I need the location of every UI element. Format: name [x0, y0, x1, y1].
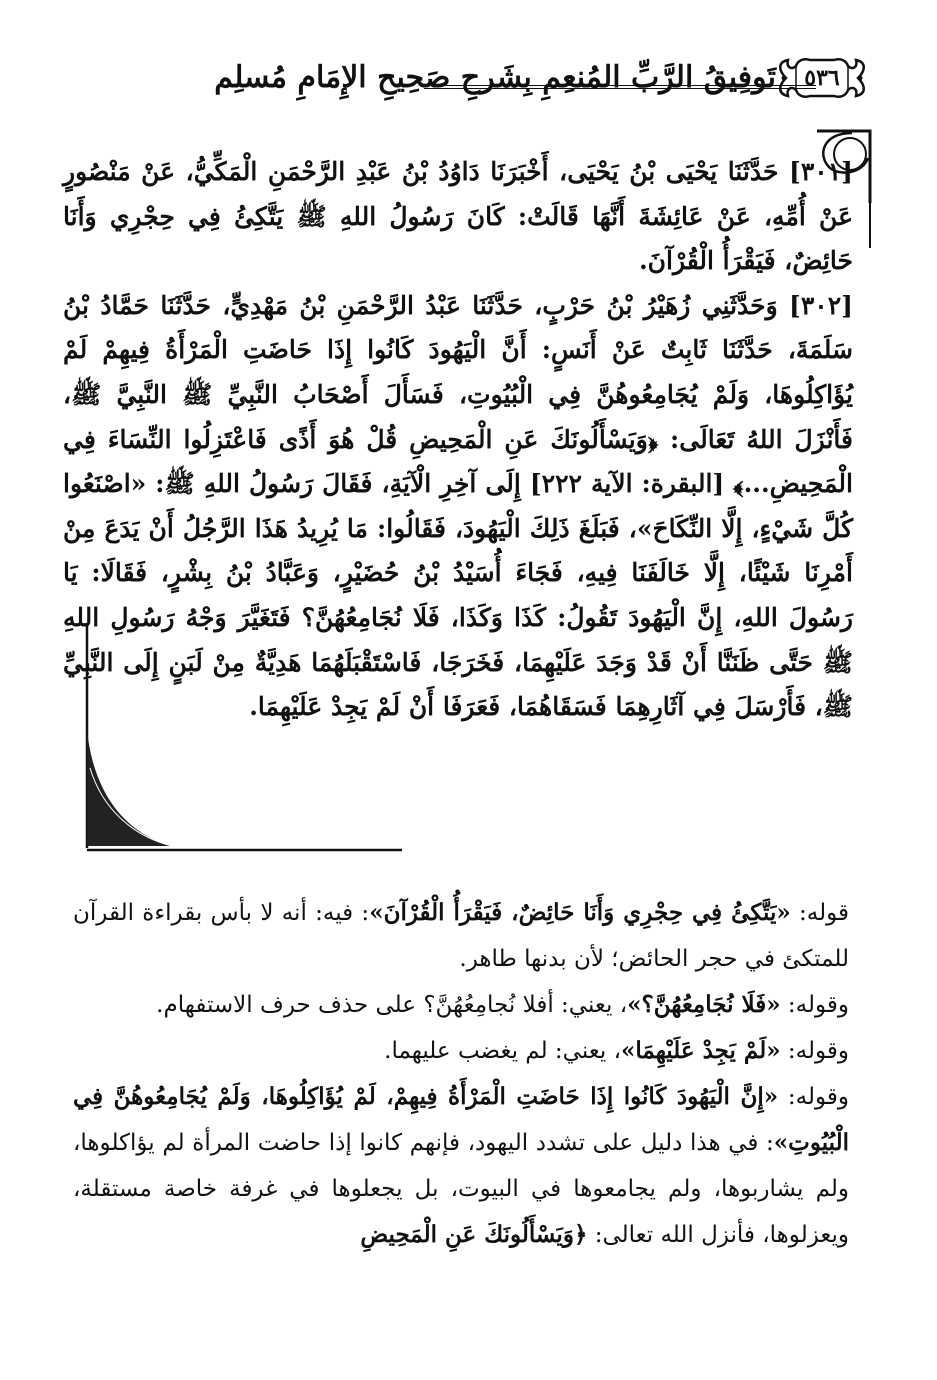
commentary-paragraph	[73, 890, 849, 982]
commentary-text: : في هذا دليل على تشدد اليهود، فإنهم كانوا إذا حاضت المرأة لم يؤاكلوها، ولم يشاربوها، ولم يجامعوها في البيوت، بل يجعلوها في غرفة خاصة مستقلة، ويعزلوها، فأنزل الله تعالى:	[73, 1130, 849, 1248]
commentary-text: ، يعني: لم يغضب عليهما.	[384, 1038, 622, 1064]
commentary-quote: «يَتَّكِئُ فِي حِجْرِي وَأَنَا حَائِضٌ، فَيَقْرَأُ الْقُرْآنَ»	[369, 899, 791, 926]
page-number-ornament	[776, 52, 868, 104]
commentary-quote: «فَلَا نُجَامِعُهُنَّ؟»	[627, 991, 781, 1018]
header-rule	[424, 85, 816, 89]
commentary-text: : فيه: أنه لا بأس بقراءة القرآن للمتكئ في حجر الحائض؛ لأن بدنها طاهر.	[73, 900, 849, 972]
hadith-302: [٣٠٢] وَحَدَّثَنِي زُهَيْرُ بْنُ حَرْبٍ، حَدَّثَنَا عَبْدُ الرَّحْمَنِ بْنُ مَهْدِيٍّ، حَدَّثَنَا حَمَّادُ بْنُ سَلَمَةَ، حَدَّثَنَا ثَابِتٌ عَنْ أَنَسٍ: أَنَّ الْيَهُودَ كَانُوا إِذَا حَاضَتِ الْمَرْأَةُ فِيهِمْ لَمْ يُؤَاكِلُوهَا، وَلَمْ يُجَامِعُوهُنَّ فِي الْبُيُوتِ، فَسَأَلَ أَصْحَابُ النَّبِيِّ ﷺ النَّبِيَّ ﷺ، فَأَنْزَلَ اللهُ تَعَالَى: ﴿وَيَسْأَلُونَكَ عَنِ الْمَحِيضِ قُلْ هُوَ أَذًى فَاعْتَزِلُوا النِّسَاءَ فِي الْمَحِيضِ...﴾ [البقرة: الآية ٢٢٢] إِلَى آخِرِ الْآيَةِ، فَقَالَ رَسُولُ اللهِ ﷺ: «اصْنَعُوا كُلَّ شَيْءٍ، إِلَّا النِّكَاحَ»، فَبَلَغَ ذَلِكَ الْيَهُودَ، فَقَالُوا: مَا يُرِيدُ هَذَا الرَّجُلُ أَنْ يَدَعَ مِنْ أَمْرِنَا شَيْئًا، إِلَّا خَالَفَنَا فِيهِ، فَجَاءَ أُسَيْدُ بْنُ حُضَيْرٍ، وَعَبَّادُ بْنُ بِشْرٍ، فَقَالَا: يَا رَسُولَ اللهِ، إِنَّ الْيَهُودَ تَقُولُ: كَذَا وَكَذَا، فَلَا نُجَامِعُهُنَّ؟ فَتَغَيَّرَ وَجْهُ رَسُولِ اللهِ ﷺ حَتَّى ظَنَنَّا أَنْ قَدْ وَجَدَ عَلَيْهِمَا، فَخَرَجَا، فَاسْتَقْبَلَهُمَا هَدِيَّةٌ مِنْ لَبَنٍ إِلَى النَّبِيِّ ﷺ، فَأَرْسَلَ فِي آثَارِهِمَا فَسَقَاهُمَا، فَعَرَفَا أَنْ لَمْ يَجِدْ عَلَيْهِمَا.	[63, 290, 854, 722]
hadith-301: [٣٠١] حَدَّثَنَا يَحْيَى بْنُ يَحْيَى، أَخْبَرَنَا دَاوُدُ بْنُ عَبْدِ الرَّحْمَنِ الْمَكِّيُّ، عَنْ مَنْصُورٍ عَنْ أُمِّهِ، عَنْ عَائِشَةَ أَنَّهَا قَالَتْ: كَانَ رَسُولُ اللهِ ﷺ يَتَّكِئُ فِي حِجْرِي وَأَنَا حَائِضٌ، فَيَقْرَأُ الْقُرْآنَ.	[63, 157, 853, 276]
commentary-lead: وقوله:	[787, 992, 849, 1018]
commentary-paragraph	[73, 982, 849, 1028]
commentary-body	[73, 890, 849, 1258]
book-title: تَوفِيقُ الرَّبِّ المُنعِمِ بِشَرحِ صَحِيحِ الإِمَامِ مُسلِم	[214, 60, 776, 95]
page-header	[78, 52, 868, 112]
commentary-lead: قوله:	[799, 900, 850, 926]
commentary-lead: وقوله:	[787, 1038, 849, 1064]
commentary-text: ، يعني: أفلا نُجامِعُهُنَّ؟ على حذف حرف الاستفهام.	[156, 992, 628, 1018]
hadith-body	[63, 150, 853, 730]
commentary-quote: «إِنَّ الْيَهُودَ كَانُوا إِذَا حَاضَتِ الْمَرْأَةُ فِيهِمْ، لَمْ يُؤَاكِلُوهَا، وَلَمْ يُجَامِعُوهُنَّ فِي الْبُيُوتِ»	[73, 1083, 849, 1156]
page-number: ٥٣٦	[804, 65, 840, 91]
commentary-quote: «لَمْ يَجِدْ عَلَيْهِمَا»	[621, 1037, 781, 1064]
commentary-ayah: ﴿وَيَسْأَلُونَكَ عَنِ الْمَحِيضِ	[360, 1221, 588, 1248]
commentary-paragraph	[73, 1074, 849, 1258]
commentary-paragraph	[73, 1028, 849, 1074]
commentary-lead: وقوله:	[787, 1084, 849, 1110]
